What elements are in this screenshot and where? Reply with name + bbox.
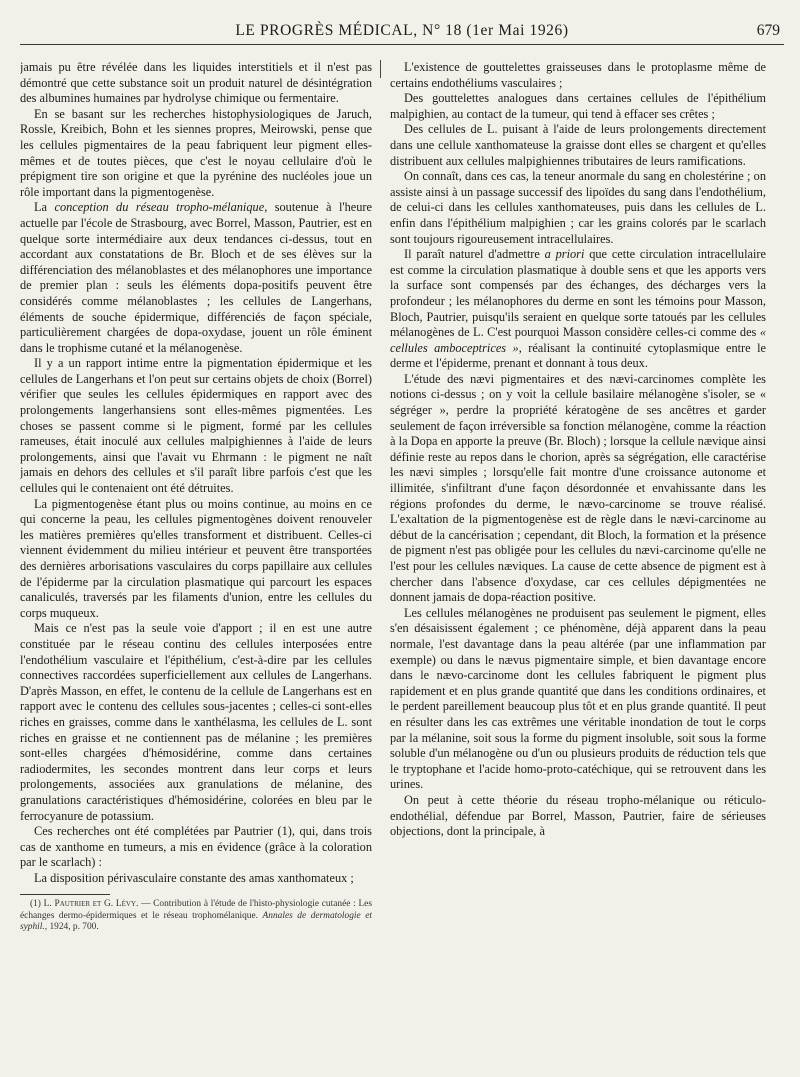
paragraph: Des gouttelettes analogues dans certaines cellules de l'épithélium malpighien, au contact de la tumeur, qui tend à effacer ses crêtes ; (390, 91, 766, 121)
journal-name: Annales de dermatologie et syphil. (20, 910, 372, 933)
text: La (34, 200, 55, 215)
paragraph: Les cellules mélanogènes ne produisent pas seulement le pigment, elles s'en désaisissent également ; ce phénomène, déjà apparent dans la peau normale, l'est davantage dans la peau altérée (par une inflammation par exemple) ou dans le nævus pigmentaire simple, et bien davantage encore dans le nævo-carcinome dont les cellules fabriquent le pigment plus rapidement et en plus grande quantité que dans les conditions ordinaires, et le perdent pareillement beaucoup plus tôt et en plus grande quantité. Il peut en résulter dans les cas extrêmes une véritable inondation de tout le corps par la mélanine, soit sous la forme du pigment insoluble, soit sous la forme soluble d'un mélanogène ou d'un ou plusieurs produits de réduction tels que le tryptophane et l'acide homo-proto-catéchique, qui se retrouvent dans les urines. (390, 605, 766, 792)
paragraph: jamais pu être révélée dans les liquides interstitiels et il n'est pas démontré que cette substance soit un produit naturel de désintégration des albumines humaines par hydrolyse chimique ou fermentaire. (20, 60, 372, 106)
page-header (20, 20, 784, 45)
paragraph: On peut à cette théorie du réseau tropho-mélanique ou réticulo-endothélial, défendue par Borrel, Masson, Pautrier, faire de sérieuses objections, dont la principale, à (390, 792, 766, 839)
text: que cette circulation intracellulaire est comme la circulation plasmatique à double sens et que les apports vers la surface sont compensés par des échanges, des décharges vers la profondeur ; les mélanophores du derme en sont les témoins pour Masson, Bloch, Pautrier, puisqu'ils seraient en quelque sorte tatoués par les cellules mélanogènes de L. C'est pourquoi Masson considère celles-ci comme des (390, 247, 766, 340)
column-divider (380, 60, 381, 78)
emphasis: conception du réseau tropho-mélanique (54, 200, 265, 215)
emphasis: a priori (544, 247, 585, 262)
footnote-authors: L. Pautrier et G. Lévy. (43, 899, 139, 910)
paragraph: Mais ce n'est pas la seule voie d'apport ; il en est une autre constituée par le réseau continu des cellules interposées entre l'endothélium vasculaire et l'épithélium, c'est-à-dire par les cellules connectives raccordées superficiellement aux cellules de Langerhans. D'après Masson, en effet, le contenu de la cellule de Langerhans est en rapport avec le contenu des cellules sous-jacentes ; celles-ci sont-elles riches en graisses, comme dans le xanthélasma, les cellules de L. sont riches en graisse et ne contiennent pas de mélanine ; les premières sont-elles chargées d'hémosidérine, comme dans certaines radiodermites, les secondes montrent dans leur corps et leurs prolongements, associées aux granulations de mélanine, des granulations caractéristiques d'hémosidérine, colorées en bleu par le ferrocyanure de potassium. (20, 621, 372, 823)
paragraph: La disposition périvasculaire constante des amas xanthomateux ; (34, 870, 354, 885)
paragraph: L'existence de gouttelettes graisseuses dans le protoplasme même de certains endothéliums vasculaires ; (390, 60, 766, 90)
paragraph (20, 200, 372, 356)
text: , réalisant la continuité cytoplasmique entre le derme et l'épiderme, prenant et donnant à tous deux. (390, 340, 766, 371)
paragraph: La pigmentogenèse étant plus ou moins continue, au moins en ce qui concerne la peau, les cellules pigmentogènes doivent renouveler les matières premières qu'elles transforment et distribuent. Celles-ci viennent évidemment du milieu intérieur et peuvent être transportées des dernières arborisations vasculaires du corps papillaire aux cellules de l'épiderme par la circulation plasmatique qui parcourt les espaces canaliculés, traversés par les filaments d'union, entre les cellules du corps muqueux. (20, 496, 372, 620)
journal-title: LE PROGRÈS MÉDICAL, N° 18 (1er Mai 1926) (235, 22, 569, 39)
page-number: 679 (756, 22, 780, 39)
paragraph: En se basant sur les recherches histophysiologiques de Jaruch, Rossle, Kreibich, Bohn et les siennes propres, Meirowski, pense que les cellules pigmentaires de la peau fabriquent leur pigment elles-mêmes et de toutes pièces, que c'est le noyau cellulaire d'où le prépigment tire son origine et que la pyrénine des nucléoles joue un rôle important dans la pigmentogenèse. (20, 106, 372, 199)
footnote-number: (1) (30, 899, 44, 910)
paragraph: On connaît, dans ces cas, la teneur anormale du sang en cholestérine ; on assiste ainsi à un passage successif des lipoïdes du sang dans l'endothélium, de celui-ci dans les cellules xanthomateuses, puis dans les cellules de L. enfin dans l'épithélium malpighien ; car les grains colorés par le scarlach sont toujours rigoureusement intracellulaires. (390, 169, 766, 246)
text: , 1924, p. 700. (44, 922, 99, 933)
emphasis: « cellules amboceptrices » (390, 325, 766, 355)
paragraph: Ces recherches ont été complétées par Pautrier (1), qui, dans trois cas de xanthome en tumeurs, a mis en évidence (grâce à la coloration par le scarlach) : (20, 824, 372, 870)
footnote-rule (20, 894, 110, 895)
text: — Contribution à l'étude de l'histo-physiologie cutanée : Les échanges dermo-épidermiques et le réseau trophomélanique. (20, 899, 372, 921)
paragraph: Des cellules de L. puisant à l'aide de leurs prolongements directement dans une cellule xanthomateuse la graisse dont elles se chargent et qu'elles distribuent aux cellules malpighiennes tributaires de leurs ramifications. (390, 122, 766, 168)
text: , soutenue à l'heure actuelle par l'école de Strasbourg, avec Borrel, Masson, Pautrier, est en quelque sorte intermédiaire aux deux tendances ci-dessus, tout en accordant aux constatations de Br. Bloch et de ses élèves sur la différenciation des mélanoblastes et des mélanophores une importance de premier plan : seuls les éléments dopa-positifs peuvent être considérés comme mélanoblastes ; les cellules de Langerhans, éléments de souche épidermique, différenciés de façon spéciale, particulièrement chargées de dopa-oxydase, jouent un rôle éminent dans le trophisme cutané et la mélanogenèse. (20, 200, 372, 355)
paragraph (390, 247, 766, 372)
paragraph: L'étude des nævi pigmentaires et des nævi-carcinomes complète les notions ci-dessus ; on y voit la cellule basilaire mélanogène s'isoler, se « ségréger », perdre la propriété kératogène de ses ancêtres et garder seulement de façon irréversible sa fonction mélanogène, comme la réaction à la Dopa en apporte la preuve (Br. Bloch) ; lorsque la cellule nævique ainsi définie reste au repos dans le chorion, après sa ségrégation, elle caractérise les nævi simples ; lorsqu'elle fait montre d'une croissance autonome et illimitée, s'infiltrant d'une façon désordonnée et envahissante dans les régions profondes du derme, le nævo-carcinome se trouve réalisé. L'exaltation de la pigmentogenèse est de règle dans le nævi-carcinome au début de la cancérisation ; cependant, dit Bloch, la formation et la présence de pigment n'est pas obligée pour les cellules du nævi-carcinome qu'elle ne l'est pour les cellules næviques. La cause de cette absence de pigment est à chercher dans l'absence d'oxydase, car ces cellules dépigmentées ne donnent jamais de dopa-réaction positive. (390, 371, 766, 605)
text: Il paraît naturel d'admettre (404, 247, 545, 262)
footnote (20, 899, 372, 933)
paragraph: Il y a un rapport intime entre la pigmentation épidermique et les cellules de Langerhans et l'on peut sur certains objets de choix (Borrel) vérifier que seules les cellules épidermiques en rapport avec des prolongements langerhansiens sont elles-mêmes pigmentées. Les choses se passent comme si le pigment, formé par les cellules rameuses, était inoculé aux cellules malpighiennes à l'aide de leurs prolongements, ainsi que l'avait vu Ehrmann : le pigment ne naît jamais en dehors des cellules et s'il paraît libre parfois c'est que les cellules qui le contenaient ont été détruites. (20, 356, 372, 496)
left-column (20, 60, 372, 1065)
right-column (390, 60, 766, 1065)
